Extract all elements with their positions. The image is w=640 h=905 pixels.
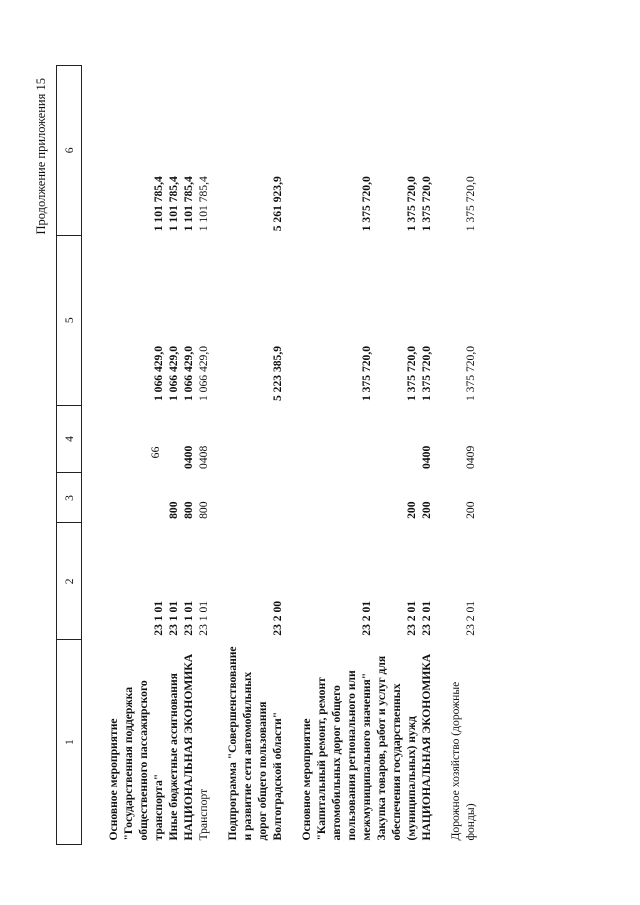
amount-col6: 5 261 923,9	[271, 176, 284, 232]
table-row	[448, 66, 478, 845]
amount-col5: 1 066 429,0	[152, 345, 165, 402]
amount-col5: 1 375 720,0	[420, 345, 433, 402]
amount-col5: 1 375 720,0	[464, 345, 477, 402]
target-article-code: 23 2 01	[360, 600, 373, 636]
row-name: НАЦИОНАЛЬНАЯ ЭКОНОМИКА	[182, 653, 195, 841]
amount-col6: 1 375 720,0	[360, 176, 373, 232]
column-header: 3	[57, 473, 82, 523]
column-header: 6	[57, 66, 82, 236]
row-name: НАЦИОНАЛЬНАЯ ЭКОНОМИКА	[420, 653, 433, 841]
table-row	[196, 66, 211, 845]
row-name: Основное мероприятие "Капитальный ремонт, ремонт автомобильных дорог общего пользования регионального или межмуниципального значения"	[300, 670, 373, 841]
amount-col6: 1 101 785,4	[182, 176, 195, 232]
amount-col5: 1 375 720,0	[360, 345, 373, 402]
section-code	[166, 405, 181, 473]
expense-type-code: 200	[420, 501, 433, 519]
amount-col5: 5 223 385,9	[271, 345, 284, 402]
table-row	[106, 66, 166, 845]
target-article-code: 23 1 01	[167, 600, 180, 636]
expense-type-code	[299, 473, 374, 523]
column-header: 2	[57, 523, 82, 640]
table-row	[225, 66, 285, 845]
expense-type-code	[225, 473, 285, 523]
target-article-code: 23 2 01	[405, 600, 418, 636]
section-code	[374, 405, 419, 473]
expense-type-code: 800	[197, 501, 210, 519]
continuation-note: Продолжение приложения 15	[34, 78, 48, 235]
row-name: Транспорт	[197, 788, 210, 841]
budget-table	[56, 65, 478, 845]
amount-col6: 1 375 720,0	[464, 176, 477, 232]
row-name: Подпрограмма "Совершенствование и развитие сети автомобильных дорог общего пользования Волгоградской области"	[226, 646, 284, 841]
expense-type-code: 200	[405, 501, 418, 519]
row-name: Иные бюджетные ассигнования	[167, 673, 180, 841]
section-code	[106, 405, 166, 473]
section-code	[225, 405, 285, 473]
amount-col5: 1 066 429,0	[182, 345, 195, 402]
table-row	[181, 66, 196, 845]
table-row	[299, 66, 374, 845]
expense-type-code	[106, 473, 166, 523]
expense-type-code: 800	[167, 501, 180, 519]
section-code: 0400	[182, 445, 195, 469]
amount-col6: 1 101 785,4	[152, 176, 165, 232]
column-header: 1	[57, 640, 82, 845]
amount-col5: 1 066 429,0	[197, 345, 210, 402]
amount-col5: 1 375 720,0	[405, 345, 418, 402]
target-article-code: 23 1 01	[152, 600, 165, 636]
target-article-code: 23 1 01	[182, 600, 195, 636]
amount-col5: 1 066 429,0	[167, 345, 180, 402]
amount-col6: 1 101 785,4	[167, 176, 180, 232]
expense-type-code: 800	[182, 501, 195, 519]
column-header: 5	[57, 235, 82, 405]
amount-col6: 1 101 785,4	[197, 176, 210, 232]
table-row	[374, 66, 419, 845]
amount-col6: 1 375 720,0	[405, 176, 418, 232]
target-article-code: 23 1 01	[197, 600, 210, 636]
row-name: Дорожное хозяйство (дорожные фонды)	[449, 681, 477, 841]
row-name: Закупка товаров, работ и услуг для обеспечения государственных (муниципальных) нужд	[375, 655, 418, 841]
amount-col6: 1 375 720,0	[420, 176, 433, 232]
page-number: 66	[148, 446, 162, 459]
table-header-row	[57, 66, 82, 845]
target-article-code: 23 2 00	[271, 600, 284, 636]
row-name: Основное мероприятие "Государственная поддержка общественного пассажирского транспорта"	[107, 680, 165, 841]
table-row	[166, 66, 181, 845]
section-code	[299, 405, 374, 473]
target-article-code: 23 2 01	[420, 600, 433, 636]
column-header: 4	[57, 405, 82, 473]
section-code: 0400	[420, 445, 433, 469]
expense-type-code: 200	[464, 501, 477, 519]
table-row	[419, 66, 434, 845]
section-code: 0408	[197, 445, 210, 469]
target-article-code: 23 2 01	[464, 600, 477, 636]
section-code: 0409	[464, 445, 477, 469]
